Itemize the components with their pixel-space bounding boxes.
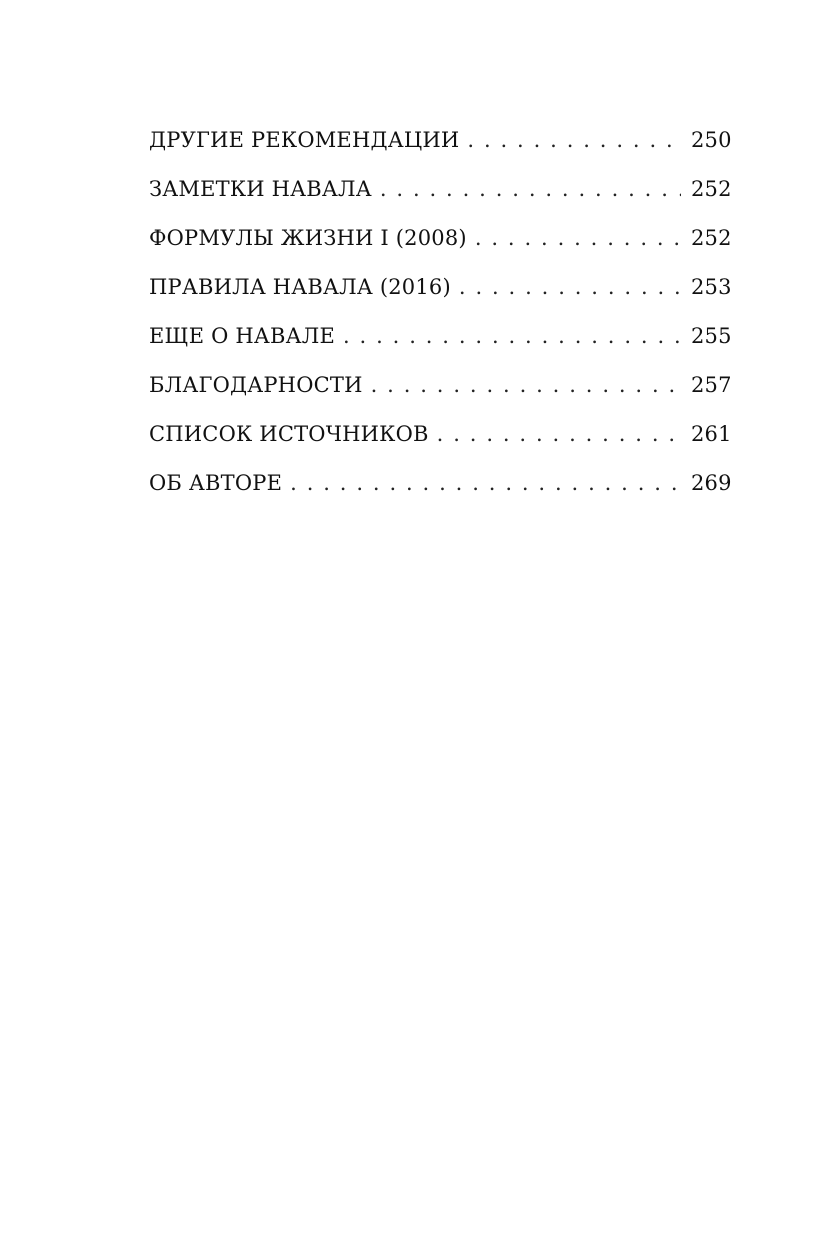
toc-entry-title: ДРУГИЕ РЕКОМЕНДАЦИИ (149, 128, 460, 152)
toc-entry-page-number: 269 (691, 471, 732, 495)
toc-entry-acknowledgements[interactable] (149, 369, 732, 418)
toc-entry-title: БЛАГОДАРНОСТИ (149, 373, 363, 397)
dot-leader (437, 418, 681, 450)
dot-leader (343, 320, 681, 352)
dot-leader (371, 369, 681, 401)
toc-entry-other-recommendations[interactable] (149, 124, 732, 173)
toc-entry-page-number: 261 (691, 422, 732, 446)
toc-entry-title: ФОРМУЛЫ ЖИЗНИ I (2008) (149, 226, 467, 250)
dot-leader (290, 467, 681, 499)
toc-entry-title: ОБ АВТОРЕ (149, 471, 283, 495)
toc-entry-naval-rules[interactable] (149, 271, 732, 320)
toc-entry-page-number: 257 (691, 373, 732, 397)
toc-entry-more-about-naval[interactable] (149, 320, 732, 369)
toc-entry-title: ЗАМЕТКИ НАВАЛА (149, 177, 372, 201)
toc-entry-page-number: 255 (691, 324, 732, 348)
toc-entry-title: СПИСОК ИСТОЧНИКОВ (149, 422, 429, 446)
dot-leader (380, 173, 681, 205)
toc-entry-title: ЕЩЕ О НАВАЛЕ (149, 324, 335, 348)
toc-entry-title: ПРАВИЛА НАВАЛА (2016) (149, 275, 451, 299)
toc-entry-sources[interactable] (149, 418, 732, 467)
dot-leader (459, 271, 681, 303)
table-of-contents (149, 124, 732, 516)
toc-entry-page-number: 250 (691, 128, 732, 152)
toc-entry-about-author[interactable] (149, 467, 732, 516)
toc-entry-page-number: 252 (691, 177, 732, 201)
dot-leader (467, 124, 681, 156)
toc-entry-naval-notes[interactable] (149, 173, 732, 222)
toc-entry-page-number: 252 (691, 226, 732, 250)
dot-leader (475, 222, 681, 254)
toc-entry-page-number: 253 (691, 275, 732, 299)
toc-entry-life-formulas[interactable] (149, 222, 732, 271)
